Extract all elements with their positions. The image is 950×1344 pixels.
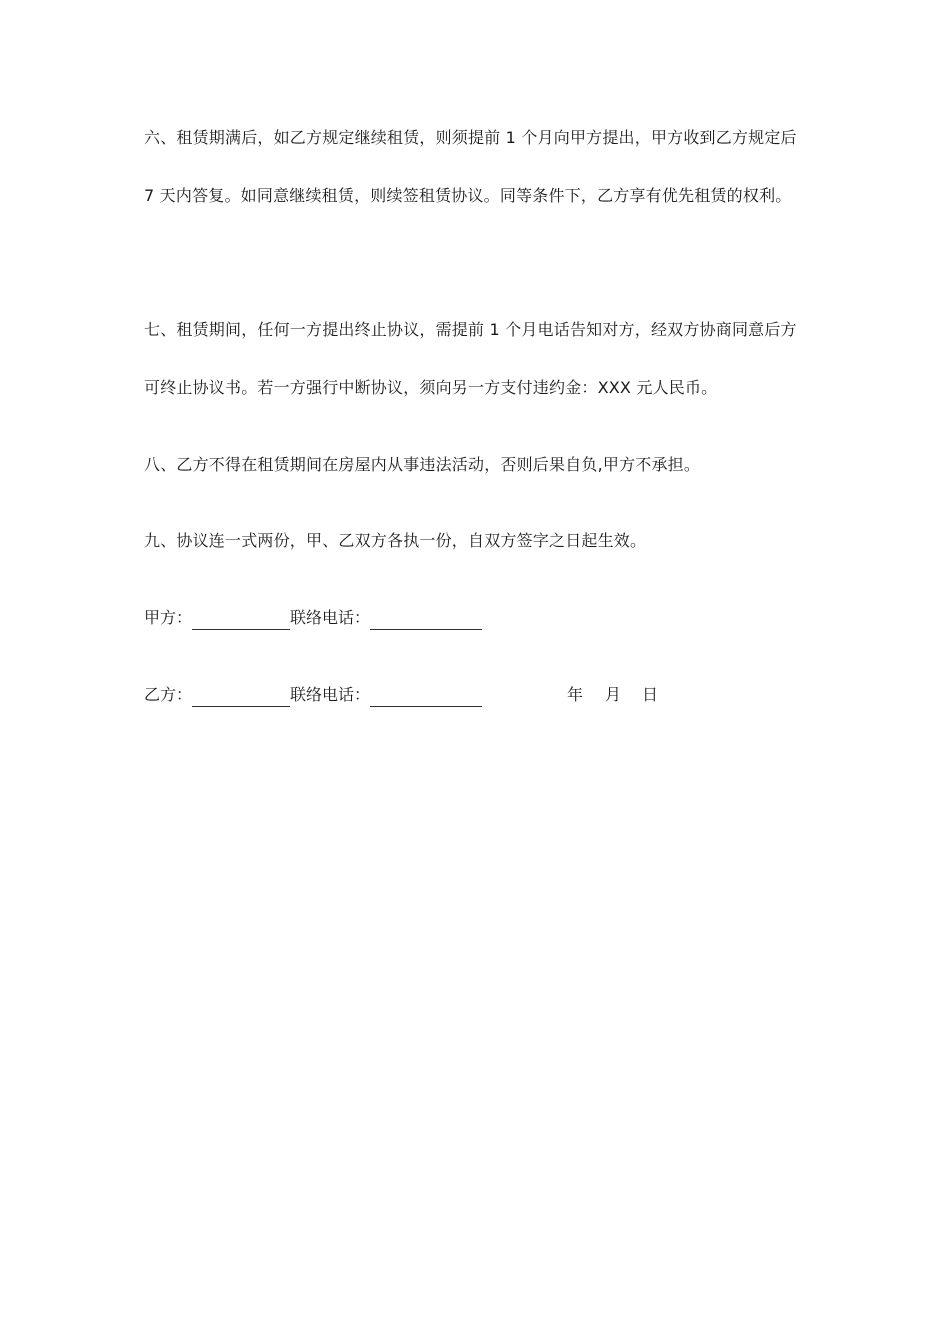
party-b-phone-blank bbox=[370, 686, 482, 707]
party-a-name-blank bbox=[192, 609, 290, 630]
party-a-signature-line bbox=[144, 606, 482, 630]
party-a-label: 甲方： bbox=[144, 608, 193, 627]
party-a-phone-blank bbox=[370, 609, 482, 630]
clause-seven: 七、租赁期间，任何一方提出终止协议，需提前 1 个月电话告知对方，经双方协商同意后方可终止协议书。若一方强行中断协议，须向另一方支付违约金：XXX 元人民币。 bbox=[144, 320, 797, 397]
party-b-label: 乙方： bbox=[144, 685, 193, 704]
clause-nine: 九、协议连一式两份，甲、乙双方各执一份，自双方签字之日起生效。 bbox=[144, 531, 647, 550]
party-b-phone-label: 联络电话： bbox=[290, 685, 371, 704]
clause-six: 六、租赁期满后，如乙方规定继续租赁，则须提前 1 个月向甲方提出，甲方收到乙方规定后 7 天内答复。如同意继续租赁，则续签租赁协议。同等条件下，乙方享有优先租赁的权利。 bbox=[144, 128, 797, 205]
party-b-name-blank bbox=[192, 686, 290, 707]
party-a-phone-label: 联络电话： bbox=[290, 608, 371, 627]
party-b-signature-line bbox=[144, 683, 659, 707]
clause-eight: 八、乙方不得在租赁期间在房屋内从事违法活动，否则后果自负,甲方不承担。 bbox=[144, 455, 701, 474]
date-year: 年 bbox=[567, 685, 584, 704]
date-month: 月 bbox=[605, 685, 622, 704]
date-day: 日 bbox=[642, 685, 659, 704]
